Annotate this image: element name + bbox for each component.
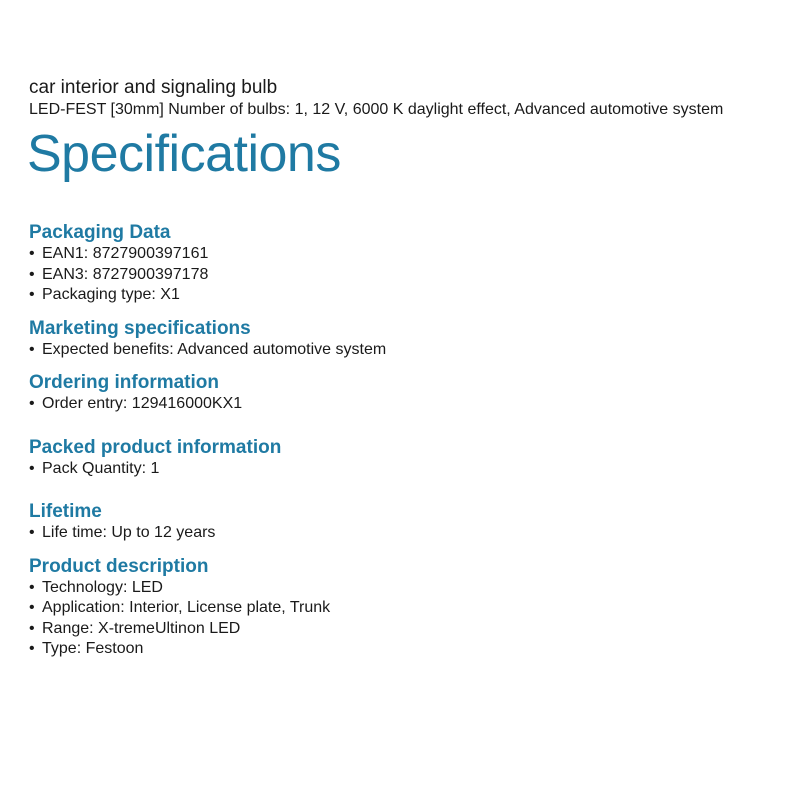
spec-list <box>29 244 789 306</box>
section-title: Product description <box>29 555 209 577</box>
section-packaging-data <box>29 222 789 306</box>
bullet-icon: • <box>29 265 35 283</box>
spec-list <box>29 340 789 361</box>
spec-sections <box>29 222 789 660</box>
list-item-text: EAN1: 8727900397161 <box>42 245 209 262</box>
list-item <box>29 578 789 599</box>
product-subtitle: LED-FEST [30mm] Number of bulbs: 1, 12 V, 6000 K daylight effect, Advanced automotive system <box>29 101 724 118</box>
list-item <box>29 285 789 306</box>
section-title: Packed product information <box>29 436 282 458</box>
list-item <box>29 459 789 480</box>
list-item <box>29 394 789 415</box>
bullet-icon: • <box>29 395 35 412</box>
section-marketing-specifications <box>29 318 789 361</box>
bullet-icon: • <box>29 578 35 596</box>
spec-list <box>29 459 789 480</box>
bullet-icon: • <box>29 340 35 358</box>
product-title: car interior and signaling bulb <box>29 77 278 98</box>
section-lifetime <box>29 501 789 544</box>
list-item-text: Type: Festoon <box>42 640 144 657</box>
list-item <box>29 340 789 361</box>
bullet-icon: • <box>29 599 35 616</box>
list-item <box>29 244 789 265</box>
list-item <box>29 523 789 544</box>
bullet-icon: • <box>29 640 35 657</box>
section-title: Ordering information <box>29 372 219 393</box>
list-item <box>29 639 789 660</box>
list-item-text: Order entry: 129416000KX1 <box>42 395 243 412</box>
list-item-text: Technology: LED <box>42 578 163 596</box>
bullet-icon: • <box>29 245 35 262</box>
list-item-text: Application: Interior, License plate, Trunk <box>42 599 331 616</box>
list-item-text: Life time: Up to 12 years <box>42 524 216 541</box>
spec-list <box>29 578 789 660</box>
list-item-text: Pack Quantity: 1 <box>42 459 160 477</box>
list-item <box>29 619 789 640</box>
bullet-icon: • <box>29 524 35 541</box>
section-packed-product-information <box>29 437 789 480</box>
section-ordering-information <box>29 372 789 415</box>
bullet-icon: • <box>29 286 35 303</box>
list-item-text: Packaging type: X1 <box>42 286 180 303</box>
bullet-icon: • <box>29 459 35 477</box>
spec-list <box>29 523 789 544</box>
list-item <box>29 265 789 286</box>
list-item <box>29 598 789 619</box>
list-item-text: EAN3: 8727900397178 <box>42 265 209 283</box>
spec-list <box>29 394 789 415</box>
spec-sheet <box>29 76 789 672</box>
section-title: Packaging Data <box>29 222 171 243</box>
bullet-icon: • <box>29 619 35 637</box>
section-title: Lifetime <box>29 501 102 522</box>
list-item-text: Range: X-tremeUltinon LED <box>42 619 241 637</box>
list-item-text: Expected benefits: Advanced automotive system <box>42 340 387 358</box>
section-title: Marketing specifications <box>29 317 251 339</box>
page-title: Specifications <box>27 125 341 183</box>
section-product-description <box>29 556 789 660</box>
